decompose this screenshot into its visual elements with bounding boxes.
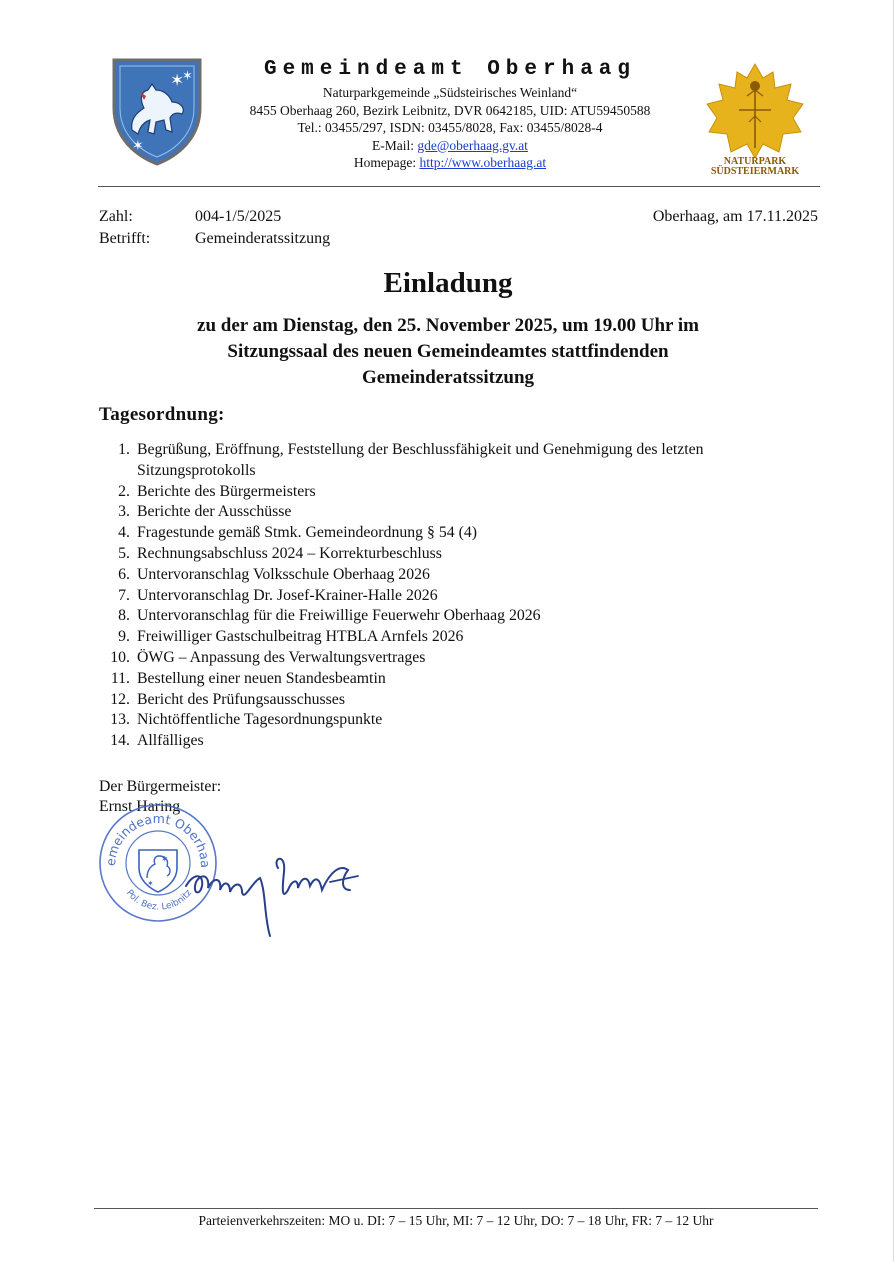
zahl-label: Zahl: (99, 208, 133, 225)
agenda-item (99, 669, 809, 690)
stamp-text-bottom: Pol. Bez. Leibnitz (123, 888, 195, 913)
svg-text:✶: ✶ (132, 138, 144, 154)
logo-line-1: NATURPARK (723, 156, 787, 167)
agenda-item (99, 440, 809, 482)
agenda-item-text: Bericht des Prüfungsausschusses (137, 690, 345, 708)
agenda-item-number: 7. (118, 586, 130, 604)
agenda-item (99, 606, 809, 627)
agenda-heading: Tagesordnung: (99, 404, 225, 425)
agenda-item (99, 586, 809, 607)
betrifft-value: Gemeinderatssitzung (195, 230, 331, 247)
agenda-item-text: Freiwilliger Gastschulbeitrag HTBLA Arnfels 2026 (137, 628, 464, 646)
agenda-item (99, 544, 809, 565)
agenda-item-number: 9. (118, 628, 130, 646)
agenda-item-number: 4. (118, 524, 130, 542)
meeting-details (120, 313, 776, 391)
agenda-item-text: Rechnungsabschluss 2024 – Korrekturbeschluss (137, 544, 442, 562)
agenda-item (99, 710, 809, 731)
agenda-item (99, 690, 809, 711)
agenda-item-number: 8. (118, 607, 130, 625)
svg-text:✶: ✶ (147, 879, 154, 888)
agenda-item-text: Allfälliges (137, 732, 204, 750)
homepage-line (218, 154, 682, 172)
letterhead-line-2: 8455 Oberhaag 260, Bezirk Leibnitz, DVR 0642185, UID: ATU59450588 (249, 102, 651, 118)
signatory-name: Ernst Haring (99, 798, 181, 815)
naturpark-logo (703, 60, 807, 178)
agenda-item-number: 3. (118, 503, 130, 521)
agenda-item-number: 10. (110, 648, 130, 666)
coat-of-arms (110, 56, 204, 168)
meeting-details-line-2: Sitzungssaal des neuen Gemeindeamtes stattfindenden (227, 341, 669, 362)
agenda-item-text: Untervoranschlag Volksschule Oberhaag 2026 (137, 565, 430, 583)
agenda-item-number: 6. (118, 565, 130, 583)
meeting-details-line-3: Gemeinderatssitzung (361, 367, 535, 388)
email-line (218, 137, 682, 155)
vine-leaf-icon (703, 60, 807, 178)
scan-edge (893, 0, 894, 1262)
agenda-item-text: Berichte des Bürgermeisters (137, 482, 316, 500)
agenda-item-text: Nichtöffentliche Tagesordnungspunkte (137, 711, 383, 729)
svg-text:✶: ✶ (170, 71, 185, 91)
header-divider (98, 186, 820, 187)
agenda-item (99, 627, 809, 648)
agenda-item-number: 11. (110, 669, 130, 687)
office-hours-footer: Parteienverkehrszeiten: MO u. DI: 7 – 15 Uhr, MI: 7 – 12 Uhr, DO: 7 – 18 Uhr, FR: 7 – 12 Uhr (198, 1213, 714, 1228)
zahl-value: 004-1/5/2025 (195, 208, 282, 225)
handwritten-signature (180, 820, 390, 950)
agenda-item-number: 2. (118, 482, 130, 500)
agenda-item (99, 648, 809, 669)
svg-text:✶: ✶ (161, 855, 169, 865)
agenda-item-number: 12. (110, 690, 130, 708)
page-title: Einladung (383, 267, 513, 299)
stamp-text-top: emeindeamt Oberhaa (102, 810, 214, 869)
agenda-item-text: Bestellung einer neuen Standesbeamtin (137, 669, 386, 687)
agenda-item-text: Begrüßung, Eröffnung, Feststellung der Beschlussfähigkeit und Genehmigung des letzten Sitzungsprotokolls (137, 441, 704, 479)
handwritten-signature-icon (180, 820, 390, 950)
agenda-item-number: 1. (118, 441, 130, 458)
styrian-panther-crest-icon (110, 56, 204, 168)
organization-name: Gemeindeamt Oberhaag (263, 58, 637, 81)
logo-line-2: SÜDSTEIERMARK (710, 166, 800, 177)
agenda-list (99, 440, 809, 752)
letterhead-line-1: Naturparkgemeinde „Südsteirisches Weinland“ (322, 85, 578, 100)
homepage-link[interactable]: http://www.oberhaag.at (419, 155, 547, 170)
agenda-item (99, 523, 809, 544)
agenda-item (99, 731, 809, 752)
agenda-item (99, 482, 809, 503)
signatory-role: Der Bürgermeister: (99, 778, 222, 795)
letterhead (218, 58, 682, 172)
footer-divider (94, 1208, 818, 1209)
agenda-item-number: 13. (110, 711, 130, 729)
agenda-item (99, 565, 809, 586)
email-link[interactable]: gde@oberhaag.gv.at (417, 137, 528, 153)
homepage-label: Homepage: (353, 155, 417, 170)
agenda-item-text: Fragestunde gemäß Stmk. Gemeindeordnung § 54 (4) (137, 524, 478, 542)
agenda-item-text: Untervoranschlag für die Freiwillige Feuerwehr Oberhaag 2026 (137, 607, 541, 625)
agenda-item-text: Untervoranschlag Dr. Josef-Krainer-Halle 2026 (137, 586, 438, 604)
agenda-item-text: Berichte der Ausschüsse (137, 503, 292, 521)
letterhead-line-3: Tel.: 03455/297, ISDN: 03455/8028, Fax: 03455/8028-4 (297, 120, 603, 135)
svg-text:✶: ✶ (182, 69, 193, 84)
agenda-item-number: 5. (118, 544, 130, 562)
email-label: E-Mail: (372, 137, 415, 153)
agenda-item-text: ÖWG – Anpassung des Verwaltungsvertrages (137, 648, 426, 666)
agenda-item-number: 14. (110, 732, 130, 750)
meeting-details-line-1: zu der am Dienstag, den 25. November 2025, um 19.00 Uhr im (197, 315, 699, 336)
betrifft-label: Betrifft: (99, 230, 151, 247)
agenda-item (99, 502, 809, 523)
place-date: Oberhaag, am 17.11.2025 (652, 208, 818, 225)
